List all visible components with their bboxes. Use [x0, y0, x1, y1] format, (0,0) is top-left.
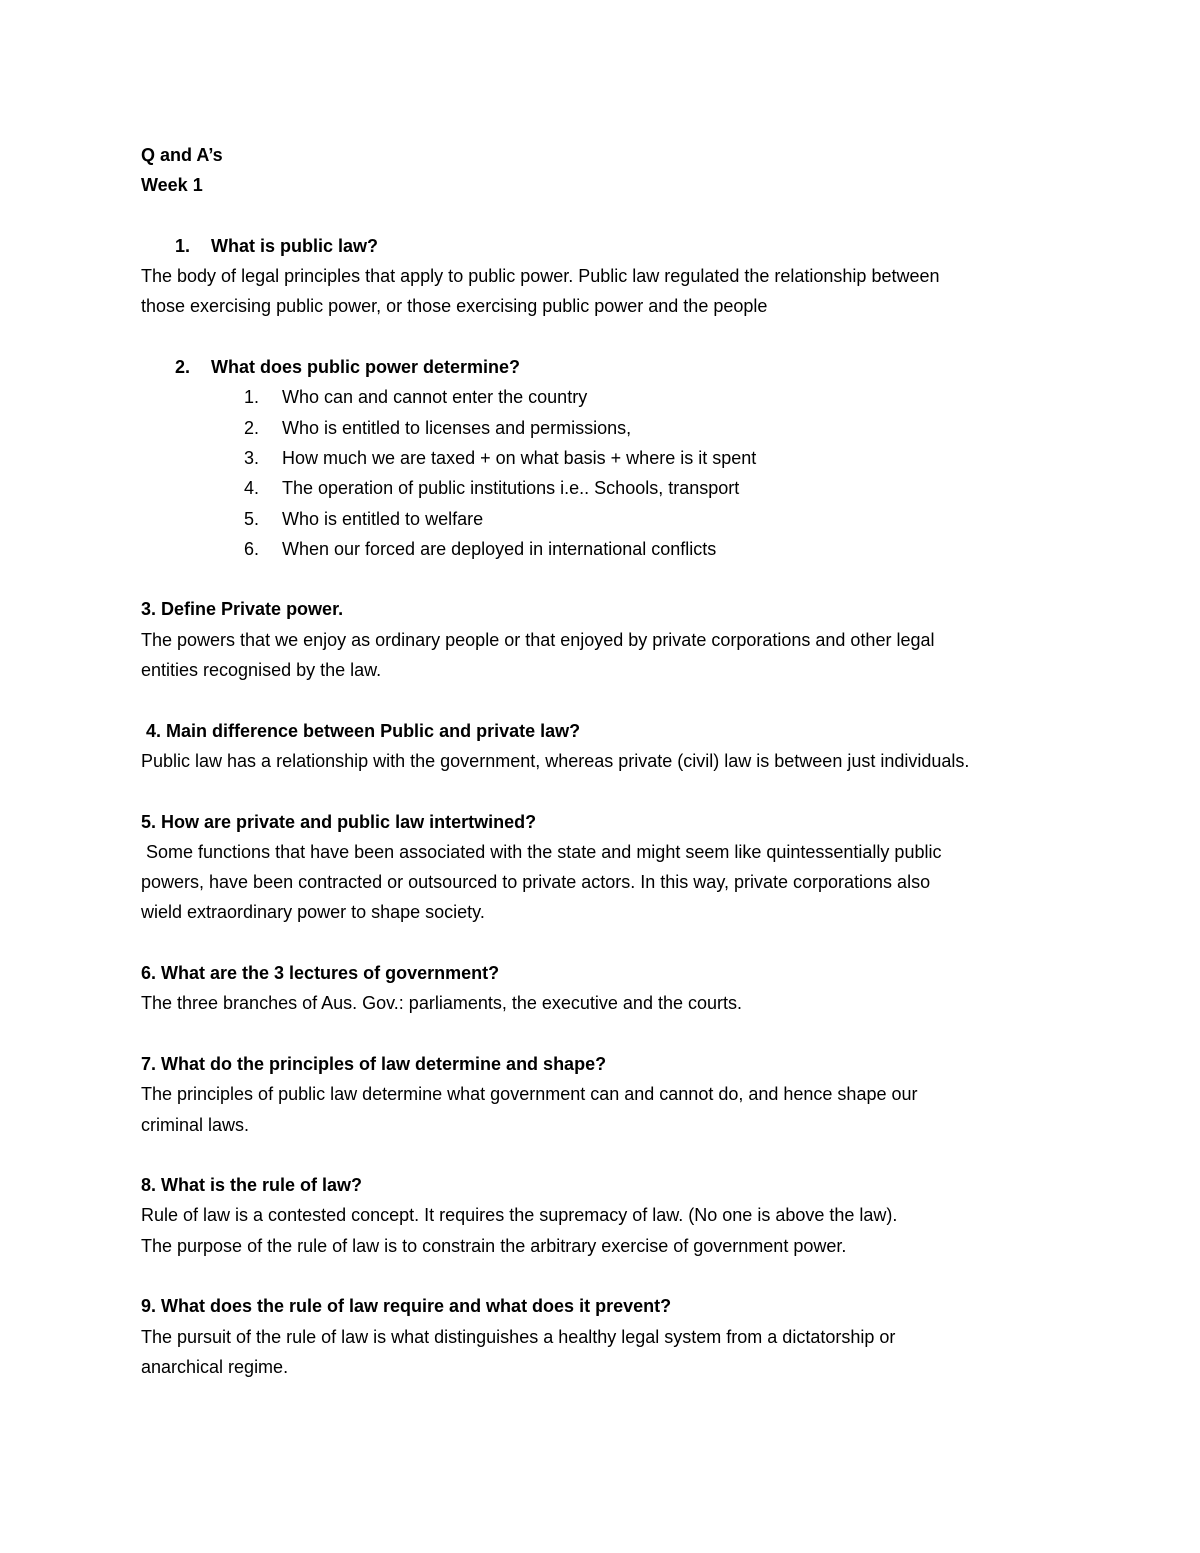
spacer [141, 201, 1061, 231]
document-subtitle: Week 1 [141, 175, 203, 196]
list-item-text: Who is entitled to welfare [282, 508, 484, 529]
answer-6-line-1: The three branches of Aus. Gov.: parliaments, the executive and the courts. [141, 993, 742, 1014]
answer-5-line-3: wield extraordinary power to shape society. [141, 902, 485, 923]
answer-9-line-2: anarchical regime. [141, 1356, 289, 1377]
answer-3-line-2: entities recognised by the law. [141, 660, 382, 681]
question-2-text: What does public power determine? [211, 357, 521, 378]
answer-3-line-1: The powers that we enjoy as ordinary people or that enjoyed by private corporations and other legal [141, 629, 935, 650]
spacer [141, 1140, 1061, 1170]
question-1-number: 1. [175, 235, 191, 256]
spacer [141, 564, 1061, 594]
list-item-number: 3. [244, 447, 260, 468]
list-item-number: 2. [244, 417, 260, 438]
spacer [141, 685, 1061, 715]
list-item [141, 443, 1061, 473]
answer-9-line-1: The pursuit of the rule of law is what distinguishes a healthy legal system from a dictatorship or [141, 1326, 896, 1347]
question-6: 6. What are the 3 lectures of government? [141, 963, 500, 984]
list-item-number: 4. [244, 478, 260, 499]
question-1 [141, 231, 1061, 261]
list-item [141, 382, 1061, 412]
list-item-number: 1. [244, 387, 260, 408]
answer-1-line-2: those exercising public power, or those exercising public power and the people [141, 296, 768, 317]
document-body [141, 140, 1061, 1382]
question-4: 4. Main difference between Public and private law? [141, 720, 581, 741]
answer-1-line-1: The body of legal principles that apply to public power. Public law regulated the relationship between [141, 266, 940, 287]
question-2 [141, 352, 1061, 382]
question-8: 8. What is the rule of law? [141, 1175, 363, 1196]
question-5: 5. How are private and public law intertwined? [141, 811, 537, 832]
list-item [141, 504, 1061, 534]
question-9: 9. What does the rule of law require and what does it prevent? [141, 1296, 672, 1317]
list-item-text: How much we are taxed + on what basis + where is it spent [282, 447, 757, 468]
answer-7-line-1: The principles of public law determine what government can and cannot do, and hence shape our [141, 1084, 918, 1105]
question-7: 7. What do the principles of law determine and shape? [141, 1053, 607, 1074]
spacer [141, 322, 1061, 352]
answer-5-line-1: Some functions that have been associated with the state and might seem like quintessentially public [141, 841, 942, 862]
spacer [141, 928, 1061, 958]
answer-8-line-2: The purpose of the rule of law is to constrain the arbitrary exercise of government power. [141, 1235, 847, 1256]
document-title: Q and A’s [141, 145, 223, 165]
list-item-text: Who can and cannot enter the country [282, 387, 588, 408]
question-2-number: 2. [175, 357, 191, 378]
list-item [141, 413, 1061, 443]
answer-5-line-2: powers, have been contracted or outsourced to private actors. In this way, private corporations also [141, 872, 931, 893]
list-item [141, 534, 1061, 564]
list-item-number: 6. [244, 538, 260, 559]
list-item-text: The operation of public institutions i.e.. Schools, transport [282, 478, 740, 499]
list-item-text: When our forced are deployed in international conflicts [282, 538, 717, 559]
list-item-text: Who is entitled to licenses and permissions, [282, 417, 632, 438]
answer-7-line-2: criminal laws. [141, 1114, 250, 1135]
answer-4-line-1: Public law has a relationship with the government, whereas private (civil) law is between just individuals. [141, 750, 970, 771]
spacer [141, 776, 1061, 806]
spacer [141, 1019, 1061, 1049]
spacer [141, 1261, 1061, 1291]
list-item [141, 473, 1061, 503]
question-3: 3. Define Private power. [141, 599, 344, 620]
list-item-number: 5. [244, 508, 260, 529]
question-1-text: What is public law? [211, 235, 379, 256]
answer-8-line-1: Rule of law is a contested concept. It requires the supremacy of law. (No one is above the law). [141, 1205, 898, 1226]
